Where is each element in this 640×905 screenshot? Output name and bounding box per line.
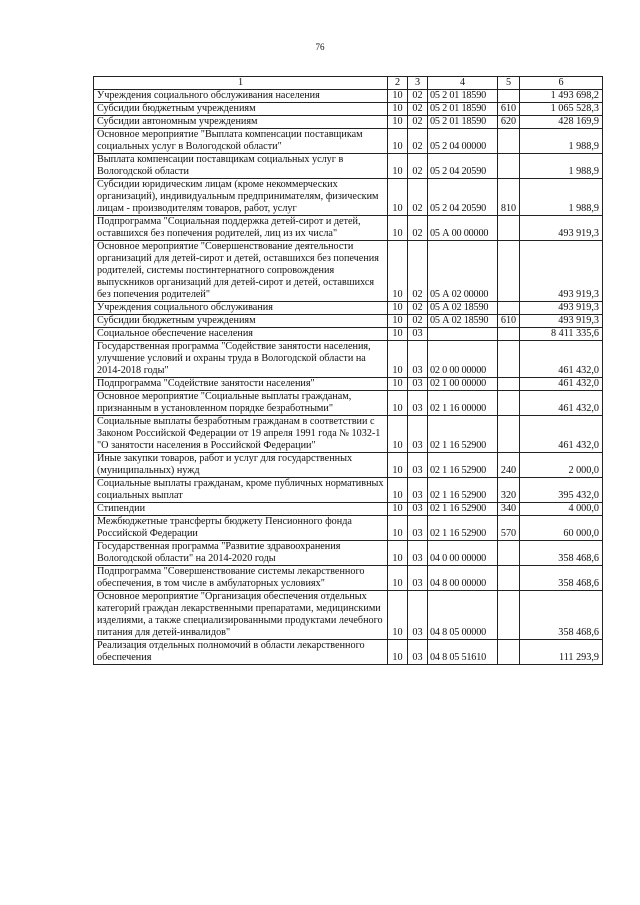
amount-cell: 461 432,0 [520, 416, 603, 453]
amount-cell: 493 919,3 [520, 302, 603, 315]
target-article-cell: 04 8 05 00000 [428, 591, 498, 640]
expense-type-cell [498, 640, 520, 665]
expense-type-cell: 610 [498, 103, 520, 116]
amount-cell: 1 988,9 [520, 179, 603, 216]
row-name-cell: Подпрограмма "Совершенствование системы лекарственного обеспечения, в том числе в амбулаторных условиях" [94, 566, 388, 591]
section-code-cell: 10 [388, 216, 408, 241]
row-name-cell: Подпрограмма "Содействие занятости населения" [94, 378, 388, 391]
amount-cell: 493 919,3 [520, 241, 603, 302]
target-article-cell: 04 8 05 51610 [428, 640, 498, 665]
table-row [94, 241, 603, 302]
expense-type-cell: 240 [498, 453, 520, 478]
table-row [94, 302, 603, 315]
table-row [94, 391, 603, 416]
section-code-cell: 10 [388, 453, 408, 478]
section-code-cell: 10 [388, 591, 408, 640]
subsection-code-cell: 03 [408, 640, 428, 665]
subsection-code-cell: 03 [408, 503, 428, 516]
subsection-code-cell: 03 [408, 328, 428, 341]
target-article-cell: 05 2 01 18590 [428, 116, 498, 129]
amount-cell: 1 493 698,2 [520, 90, 603, 103]
expense-type-cell [498, 416, 520, 453]
table-row [94, 478, 603, 503]
subsection-code-cell: 02 [408, 179, 428, 216]
subsection-code-cell: 03 [408, 378, 428, 391]
section-code-cell: 10 [388, 478, 408, 503]
section-code-cell: 10 [388, 391, 408, 416]
subsection-code-cell: 02 [408, 129, 428, 154]
section-code-cell: 10 [388, 179, 408, 216]
expense-type-cell [498, 241, 520, 302]
amount-cell: 461 432,0 [520, 378, 603, 391]
section-code-cell: 10 [388, 516, 408, 541]
expense-type-cell [498, 328, 520, 341]
header-cell: 2 [388, 77, 408, 90]
table-row [94, 179, 603, 216]
row-name-cell: Основное мероприятие "Социальные выплаты гражданам, признанным в установленном порядке безработными" [94, 391, 388, 416]
section-code-cell: 10 [388, 154, 408, 179]
target-article-cell: 02 1 16 00000 [428, 391, 498, 416]
table-row [94, 541, 603, 566]
table-row [94, 453, 603, 478]
target-article-cell: 05 2 01 18590 [428, 103, 498, 116]
target-article-cell: 02 1 16 52900 [428, 416, 498, 453]
expense-type-cell: 810 [498, 179, 520, 216]
expense-type-cell: 320 [498, 478, 520, 503]
row-name-cell: Субсидии бюджетным учреждениям [94, 103, 388, 116]
subsection-code-cell: 03 [408, 516, 428, 541]
amount-cell: 428 169,9 [520, 116, 603, 129]
expense-type-cell [498, 591, 520, 640]
section-code-cell: 10 [388, 566, 408, 591]
amount-cell: 1 988,9 [520, 154, 603, 179]
target-article-cell: 05 А 00 00000 [428, 216, 498, 241]
amount-cell: 493 919,3 [520, 315, 603, 328]
target-article-cell: 02 1 16 52900 [428, 453, 498, 478]
amount-cell: 1 065 528,3 [520, 103, 603, 116]
table-row [94, 378, 603, 391]
row-name-cell: Основное мероприятие "Совершенствование деятельности организаций для детей-сирот и детей, оставшихся без попечения родителей, системы постинтернатного сопровождения выпускников организаций для детей-сирот и детей, оставшихся без попечения родителей" [94, 241, 388, 302]
subsection-code-cell: 03 [408, 416, 428, 453]
header-cell: 3 [408, 77, 428, 90]
section-code-cell: 10 [388, 302, 408, 315]
amount-cell: 4 000,0 [520, 503, 603, 516]
row-name-cell: Субсидии автономным учреждениям [94, 116, 388, 129]
target-article-cell [428, 328, 498, 341]
section-code-cell: 10 [388, 416, 408, 453]
target-article-cell: 04 8 00 00000 [428, 566, 498, 591]
row-name-cell: Субсидии бюджетным учреждениям [94, 315, 388, 328]
row-name-cell: Государственная программа "Содействие занятости населения, улучшение условий и охраны труда в Вологодской области на 2014-2018 годы" [94, 341, 388, 378]
expense-type-cell [498, 302, 520, 315]
expense-type-cell [498, 391, 520, 416]
target-article-cell: 05 А 02 18590 [428, 302, 498, 315]
target-article-cell: 05 А 02 00000 [428, 241, 498, 302]
table-row [94, 154, 603, 179]
table-header-row [94, 77, 603, 90]
subsection-code-cell: 03 [408, 453, 428, 478]
amount-cell: 461 432,0 [520, 341, 603, 378]
table-row [94, 116, 603, 129]
table-row [94, 315, 603, 328]
expense-type-cell: 610 [498, 315, 520, 328]
row-name-cell: Государственная программа "Развитие здравоохранения Вологодской области" на 2014-2020 годы [94, 541, 388, 566]
target-article-cell: 02 0 00 00000 [428, 341, 498, 378]
subsection-code-cell: 02 [408, 103, 428, 116]
expense-type-cell [498, 566, 520, 591]
section-code-cell: 10 [388, 640, 408, 665]
expense-type-cell [498, 341, 520, 378]
subsection-code-cell: 03 [408, 541, 428, 566]
section-code-cell: 10 [388, 90, 408, 103]
row-name-cell: Подпрограмма "Социальная поддержка детей-сирот и детей, оставшихся без попечения родителей, лиц из их числа" [94, 216, 388, 241]
section-code-cell: 10 [388, 541, 408, 566]
section-code-cell: 10 [388, 116, 408, 129]
amount-cell: 358 468,6 [520, 591, 603, 640]
table-row [94, 216, 603, 241]
expense-type-cell [498, 378, 520, 391]
row-name-cell: Основное мероприятие "Организация обеспечения отдельных категорий граждан лекарственными препаратами, медицинскими изделиями, а также специализированными продуктами лечебного питания для детей-инвалидов" [94, 591, 388, 640]
target-article-cell: 02 1 16 52900 [428, 478, 498, 503]
row-name-cell: Реализация отдельных полномочий в области лекарственного обеспечения [94, 640, 388, 665]
expense-type-cell [498, 154, 520, 179]
section-code-cell: 10 [388, 241, 408, 302]
target-article-cell: 02 1 16 52900 [428, 503, 498, 516]
amount-cell: 60 000,0 [520, 516, 603, 541]
row-name-cell: Социальные выплаты безработным гражданам в соответствии с Законом Российской Федерации от 19 апреля 1991 года № 1032-1 "О занятости населения в Российской Федерации" [94, 416, 388, 453]
section-code-cell: 10 [388, 378, 408, 391]
target-article-cell: 02 1 00 00000 [428, 378, 498, 391]
amount-cell: 8 411 335,6 [520, 328, 603, 341]
subsection-code-cell: 02 [408, 154, 428, 179]
table-row [94, 566, 603, 591]
expense-type-cell [498, 90, 520, 103]
header-cell: 4 [428, 77, 498, 90]
table-row [94, 503, 603, 516]
amount-cell: 111 293,9 [520, 640, 603, 665]
table-row [94, 103, 603, 116]
target-article-cell: 04 0 00 00000 [428, 541, 498, 566]
header-cell: 1 [94, 77, 388, 90]
table-row [94, 341, 603, 378]
subsection-code-cell: 03 [408, 478, 428, 503]
row-name-cell: Субсидии юридическим лицам (кроме некоммерческих организаций), индивидуальным предпринимателям, физическим лицам - производителям товаров, работ, услуг [94, 179, 388, 216]
expense-type-cell [498, 216, 520, 241]
section-code-cell: 10 [388, 328, 408, 341]
section-code-cell: 10 [388, 315, 408, 328]
page-number: 76 [315, 42, 325, 52]
table-row [94, 640, 603, 665]
table-row [94, 328, 603, 341]
expense-type-cell [498, 129, 520, 154]
amount-cell: 461 432,0 [520, 391, 603, 416]
row-name-cell: Социальное обеспечение населения [94, 328, 388, 341]
row-name-cell: Выплата компенсации поставщикам социальных услуг в Вологодской области [94, 154, 388, 179]
expense-type-cell: 340 [498, 503, 520, 516]
row-name-cell: Иные закупки товаров, работ и услуг для государственных (муниципальных) нужд [94, 453, 388, 478]
subsection-code-cell: 03 [408, 341, 428, 378]
amount-cell: 1 988,9 [520, 129, 603, 154]
section-code-cell: 10 [388, 129, 408, 154]
expense-type-cell [498, 541, 520, 566]
subsection-code-cell: 03 [408, 566, 428, 591]
target-article-cell: 02 1 16 52900 [428, 516, 498, 541]
target-article-cell: 05 2 01 18590 [428, 90, 498, 103]
table-row [94, 416, 603, 453]
amount-cell: 2 000,0 [520, 453, 603, 478]
subsection-code-cell: 03 [408, 591, 428, 640]
subsection-code-cell: 02 [408, 116, 428, 129]
subsection-code-cell: 02 [408, 315, 428, 328]
subsection-code-cell: 02 [408, 241, 428, 302]
table-row [94, 90, 603, 103]
amount-cell: 493 919,3 [520, 216, 603, 241]
subsection-code-cell: 02 [408, 90, 428, 103]
subsection-code-cell: 02 [408, 216, 428, 241]
target-article-cell: 05 2 04 20590 [428, 154, 498, 179]
target-article-cell: 05 2 04 20590 [428, 179, 498, 216]
section-code-cell: 10 [388, 103, 408, 116]
expense-type-cell: 570 [498, 516, 520, 541]
section-code-cell: 10 [388, 503, 408, 516]
budget-table [93, 76, 603, 665]
table-row [94, 591, 603, 640]
subsection-code-cell: 03 [408, 391, 428, 416]
section-code-cell: 10 [388, 341, 408, 378]
row-name-cell: Социальные выплаты гражданам, кроме публичных нормативных социальных выплат [94, 478, 388, 503]
row-name-cell: Учреждения социального обслуживания [94, 302, 388, 315]
row-name-cell: Межбюджетные трансферты бюджету Пенсионного фонда Российской Федерации [94, 516, 388, 541]
amount-cell: 395 432,0 [520, 478, 603, 503]
header-cell: 5 [498, 77, 520, 90]
table-row [94, 516, 603, 541]
expense-type-cell: 620 [498, 116, 520, 129]
row-name-cell: Стипендии [94, 503, 388, 516]
subsection-code-cell: 02 [408, 302, 428, 315]
amount-cell: 358 468,6 [520, 541, 603, 566]
row-name-cell: Учреждения социального обслуживания населения [94, 90, 388, 103]
header-cell: 6 [520, 77, 603, 90]
table-row [94, 129, 603, 154]
amount-cell: 358 468,6 [520, 566, 603, 591]
row-name-cell: Основное мероприятие "Выплата компенсации поставщикам социальных услуг в Вологодской области" [94, 129, 388, 154]
target-article-cell: 05 А 02 18590 [428, 315, 498, 328]
target-article-cell: 05 2 04 00000 [428, 129, 498, 154]
